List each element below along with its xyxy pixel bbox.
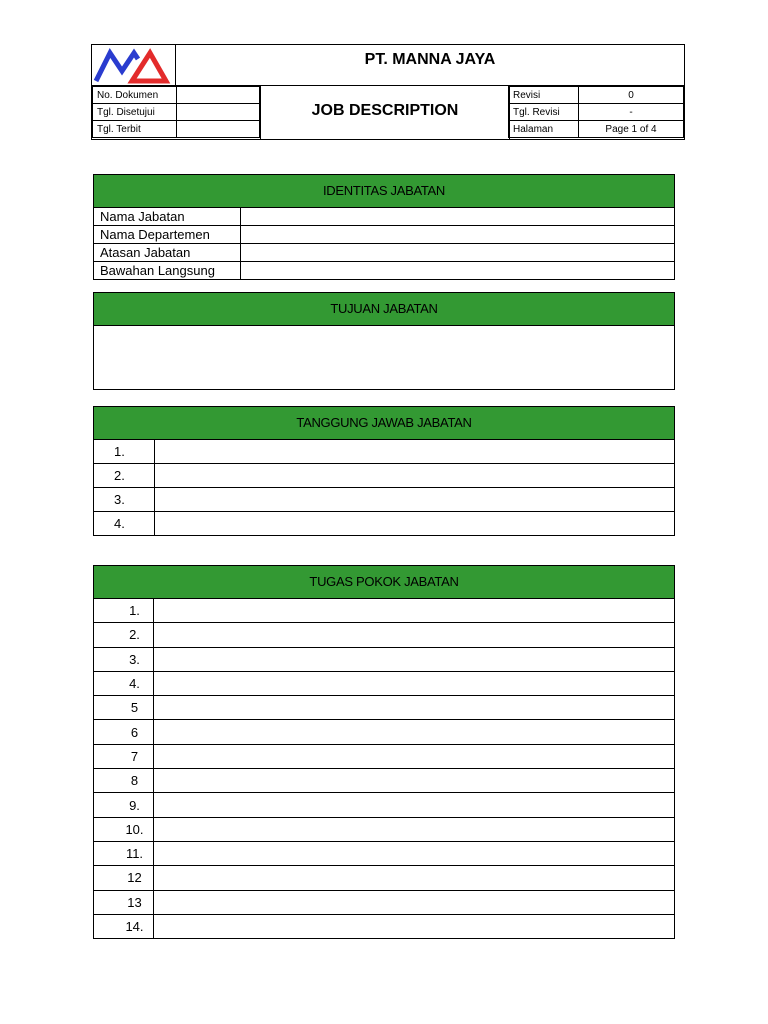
table-row xyxy=(94,647,674,671)
row-value[interactable] xyxy=(154,744,675,768)
table-row xyxy=(94,696,674,720)
table-row xyxy=(94,512,674,536)
row-value[interactable] xyxy=(154,671,675,695)
table-row xyxy=(94,793,674,817)
row-value[interactable] xyxy=(154,599,675,623)
row-value[interactable] xyxy=(154,720,675,744)
field-value[interactable] xyxy=(241,244,675,262)
row-value[interactable] xyxy=(154,769,675,793)
table-row xyxy=(94,890,674,914)
field-value[interactable] xyxy=(241,262,675,280)
row-number: 1. xyxy=(94,440,155,464)
row-number: 14. xyxy=(94,914,154,938)
meta-label: No. Dokumen xyxy=(93,87,177,104)
tugas-pokok-section xyxy=(93,565,675,939)
row-number: 12 xyxy=(94,866,154,890)
field-value[interactable] xyxy=(241,208,675,226)
table-row xyxy=(94,226,674,244)
table-row xyxy=(94,866,674,890)
section-title: TANGGUNG JAWAB JABATAN xyxy=(94,407,674,440)
row-number: 2. xyxy=(94,623,154,647)
meta-value xyxy=(177,121,260,138)
row-value[interactable] xyxy=(154,866,675,890)
section-title: IDENTITAS JABATAN xyxy=(94,175,674,208)
meta-row xyxy=(93,121,260,138)
logo-cell xyxy=(92,45,176,86)
field-value[interactable] xyxy=(241,226,675,244)
table-row xyxy=(94,208,674,226)
document-meta-right xyxy=(508,86,684,138)
row-value[interactable] xyxy=(154,793,675,817)
row-value[interactable] xyxy=(154,914,675,938)
field-label: Nama Jabatan xyxy=(94,208,241,226)
field-label: Bawahan Langsung xyxy=(94,262,241,280)
row-value[interactable] xyxy=(154,623,675,647)
table-row xyxy=(94,671,674,695)
row-number: 4. xyxy=(94,671,154,695)
row-value[interactable] xyxy=(154,817,675,841)
meta-label: Tgl. Disetujui xyxy=(93,104,177,121)
tugas-pokok-table xyxy=(94,599,674,938)
table-row xyxy=(94,720,674,744)
meta-row xyxy=(509,104,684,121)
meta-row xyxy=(509,121,684,138)
document-meta-left xyxy=(92,86,260,138)
meta-label: Revisi xyxy=(509,87,579,104)
row-value[interactable] xyxy=(154,647,675,671)
meta-label: Tgl. Revisi xyxy=(509,104,579,121)
row-number: 13 xyxy=(94,890,154,914)
row-number: 4. xyxy=(94,512,155,536)
tanggung-jawab-section xyxy=(93,406,675,536)
table-row xyxy=(94,817,674,841)
row-number: 5 xyxy=(94,696,154,720)
row-number: 6 xyxy=(94,720,154,744)
row-number: 3. xyxy=(94,647,154,671)
row-number: 10. xyxy=(94,817,154,841)
meta-label: Halaman xyxy=(509,121,579,138)
meta-value: 0 xyxy=(579,87,684,104)
row-value[interactable] xyxy=(155,512,675,536)
table-row xyxy=(94,488,674,512)
table-row xyxy=(94,623,674,647)
meta-value: - xyxy=(579,104,684,121)
row-value[interactable] xyxy=(155,440,675,464)
table-row xyxy=(94,914,674,938)
table-row xyxy=(94,464,674,488)
section-title: TUGAS POKOK JABATAN xyxy=(94,566,674,599)
table-row xyxy=(94,244,674,262)
row-number: 9. xyxy=(94,793,154,817)
meta-value: Page 1 of 4 xyxy=(579,121,684,138)
row-value[interactable] xyxy=(155,488,675,512)
row-value[interactable] xyxy=(154,841,675,865)
meta-row xyxy=(509,87,684,104)
table-row xyxy=(94,262,674,280)
document-header xyxy=(91,44,685,140)
identitas-table xyxy=(94,208,674,279)
meta-row xyxy=(93,87,260,104)
row-value[interactable] xyxy=(154,890,675,914)
tujuan-body[interactable] xyxy=(94,326,674,390)
identitas-section xyxy=(93,174,675,280)
field-label: Nama Departemen xyxy=(94,226,241,244)
meta-value xyxy=(177,104,260,121)
field-label: Atasan Jabatan xyxy=(94,244,241,262)
row-value[interactable] xyxy=(154,696,675,720)
tanggung-jawab-table xyxy=(94,440,674,535)
row-number: 3. xyxy=(94,488,155,512)
table-row xyxy=(94,744,674,768)
mj-logo-icon xyxy=(92,45,172,84)
meta-row xyxy=(93,104,260,121)
row-number: 1. xyxy=(94,599,154,623)
row-number: 7 xyxy=(94,744,154,768)
meta-label: Tgl. Terbit xyxy=(93,121,177,138)
row-number: 8 xyxy=(94,769,154,793)
company-name: PT. MANNA JAYA xyxy=(176,45,684,86)
meta-value xyxy=(177,87,260,104)
row-number: 2. xyxy=(94,464,155,488)
table-row xyxy=(94,440,674,464)
row-value[interactable] xyxy=(155,464,675,488)
section-title: TUJUAN JABATAN xyxy=(94,293,674,326)
table-row xyxy=(94,769,674,793)
table-row xyxy=(94,599,674,623)
document-title: JOB DESCRIPTION xyxy=(260,86,510,139)
table-row xyxy=(94,841,674,865)
row-number: 11. xyxy=(94,841,154,865)
tujuan-section xyxy=(93,292,675,390)
